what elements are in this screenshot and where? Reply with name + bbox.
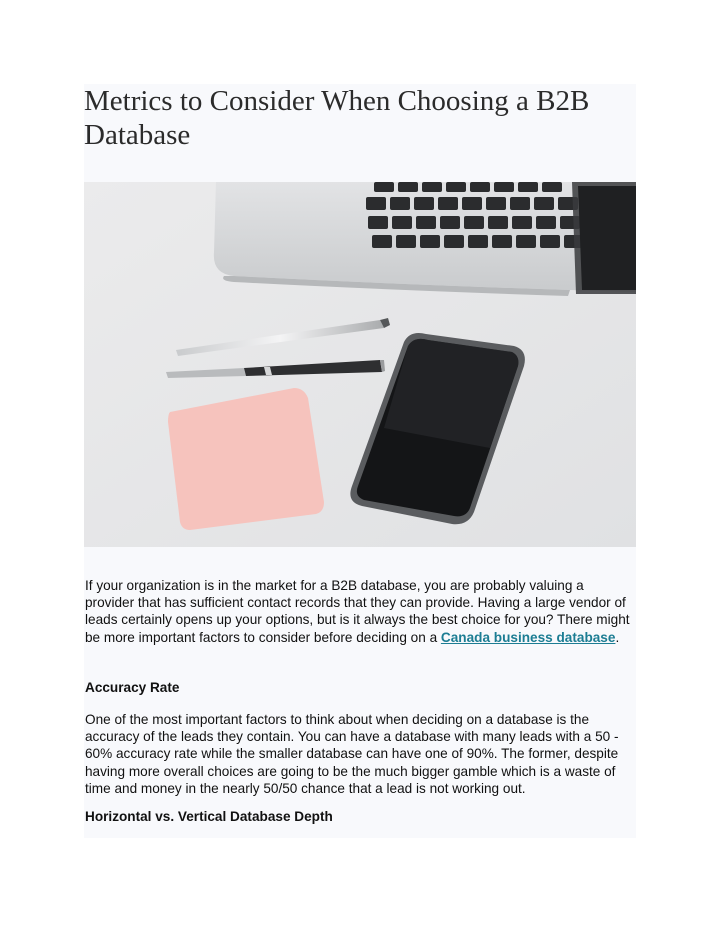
accuracy-rate-heading: Accuracy Rate (85, 680, 180, 695)
accuracy-paragraph: One of the most important factors to think about when deciding on a database is the accuracy of the leads they contain. You can have a database with many leads with a 50 - 60% accuracy rate while the smaller database can have one of 90%. The former, despite having more overall choices are going to be the much bigger gamble which is a waste of time and money in the nearly 50/50 chance that a lead is not working out. (85, 712, 619, 796)
laptop (214, 182, 636, 296)
desk-photo (84, 182, 636, 547)
intro-period: . (615, 629, 620, 645)
page-title: Metrics to Consider When Choosing a B2B Database (84, 85, 590, 151)
canada-business-database-link[interactable]: Canada business database (440, 629, 616, 645)
database-depth-heading: Horizontal vs. Vertical Database Depth (85, 809, 333, 824)
intro-text: If your organization is in the market for a B2B database, you are probably valuing a provider that has sufficient contact records that they can provide. Having a large vendor of leads certainly opens up your options, but is it always the best choice for you? There might be more important factors to consider before deciding on a (85, 578, 630, 645)
sticky-note (168, 388, 324, 530)
intro-paragraph (85, 577, 635, 646)
